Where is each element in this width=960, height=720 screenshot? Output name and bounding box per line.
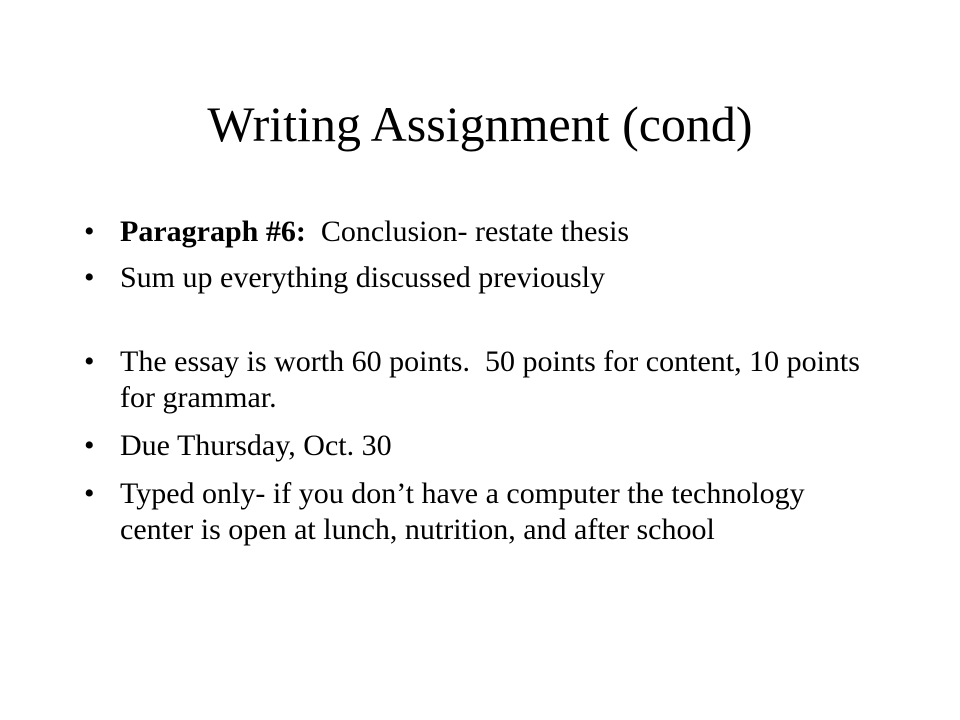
bullet-item xyxy=(84,260,884,296)
bullet-item xyxy=(84,344,884,416)
bullet-icon: • xyxy=(84,429,95,462)
bullet-icon: • xyxy=(84,345,95,378)
slide-title: Writing Assignment (cond) xyxy=(207,96,753,152)
bullet-item xyxy=(84,214,884,250)
bullet-item xyxy=(84,428,884,464)
bullet-text: The essay is worth 60 points. 50 points for content, 10 points for grammar. xyxy=(120,345,868,414)
bullet-list xyxy=(84,214,884,548)
bullet-item xyxy=(84,476,884,548)
bullet-icon: • xyxy=(84,261,95,294)
bullet-text: Conclusion- restate thesis xyxy=(305,215,630,248)
bullet-text: Typed only- if you don’t have a computer the technology center is open at lunch, nutrition, and after school xyxy=(120,477,805,546)
bullet-icon: • xyxy=(84,215,95,248)
bullet-bold-lead: Paragraph #6: xyxy=(120,215,306,248)
bullet-text: Due Thursday, Oct. 30 xyxy=(120,429,392,462)
bullet-icon: • xyxy=(84,477,95,510)
bullet-text: Sum up everything discussed previously xyxy=(120,261,605,294)
